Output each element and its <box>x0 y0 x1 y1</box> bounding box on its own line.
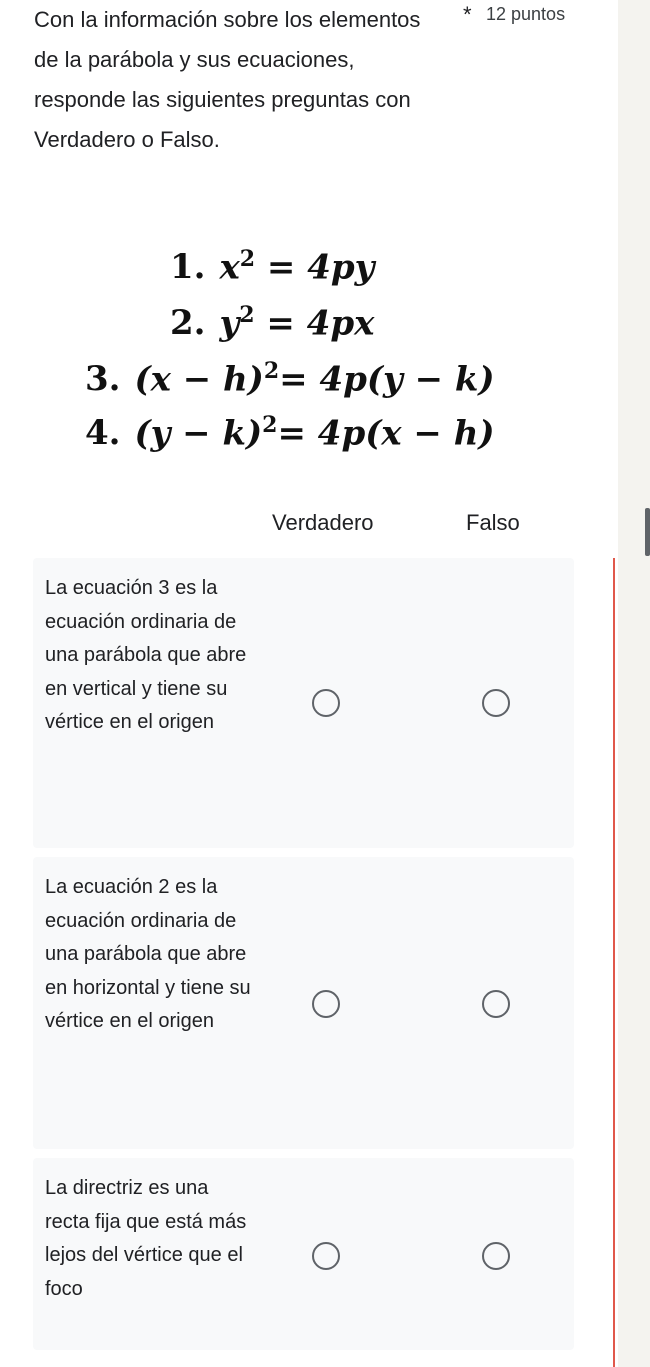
radio-verdadero[interactable] <box>312 990 340 1018</box>
radio-verdadero[interactable] <box>312 1242 340 1270</box>
equation-rhs: = 4p(x − h) <box>277 413 495 454</box>
grid-row-2 <box>33 857 574 1149</box>
radio-falso[interactable] <box>482 1242 510 1270</box>
equation-rhs: = 4p(y − k) <box>279 359 495 400</box>
radio-verdadero[interactable] <box>312 689 340 717</box>
validation-rule <box>613 558 615 1367</box>
radio-falso[interactable] <box>482 689 510 717</box>
equation-number: 2. <box>170 303 206 344</box>
row-label: La directriz es una recta fija que está más lejos del vértice que el foco <box>45 1177 247 1300</box>
row-label: La ecuación 2 es la ecuación ordinaria de una parábola que abre en horizontal y tiene su vértice en el origen <box>45 876 251 1032</box>
radio-falso[interactable] <box>482 990 510 1018</box>
equation-1 <box>170 246 374 287</box>
row-label: La ecuación 3 es la ecuación ordinaria de una parábola que abre en vertical y tiene su vértice en el origen <box>45 577 247 733</box>
required-asterisk: * <box>463 2 472 27</box>
equation-exponent: 2 <box>239 302 255 328</box>
grid-row-1 <box>33 558 574 848</box>
page-edge <box>618 0 650 1367</box>
equation-number: 3. <box>85 359 121 400</box>
equation-3 <box>85 358 495 399</box>
equation-base: (x − h) <box>134 359 264 400</box>
equation-exponent: 2 <box>262 412 278 438</box>
question-title: Con la información sobre los elementos de la parábola y sus ecuaciones, responde las siguientes preguntas con Verdadero o Falso. <box>34 7 421 152</box>
equation-rhs: = 4px <box>254 303 375 344</box>
scrollbar[interactable] <box>645 508 650 556</box>
points-label: 12 puntos <box>486 4 566 24</box>
equation-base: x <box>219 247 240 288</box>
equation-base: y <box>219 303 240 344</box>
equation-number: 4. <box>85 413 121 454</box>
equation-2 <box>170 302 374 343</box>
equation-number: 1. <box>170 247 206 288</box>
equation-exponent: 2 <box>239 246 256 272</box>
grid-row-3 <box>33 1158 574 1350</box>
equation-4 <box>85 412 495 453</box>
column-header-verdadero: Verdadero <box>272 510 374 535</box>
equation-base: (y − k) <box>134 413 263 454</box>
equation-rhs: = 4py <box>255 247 375 288</box>
equation-exponent: 2 <box>263 358 280 384</box>
column-header-falso: Falso <box>466 510 520 535</box>
